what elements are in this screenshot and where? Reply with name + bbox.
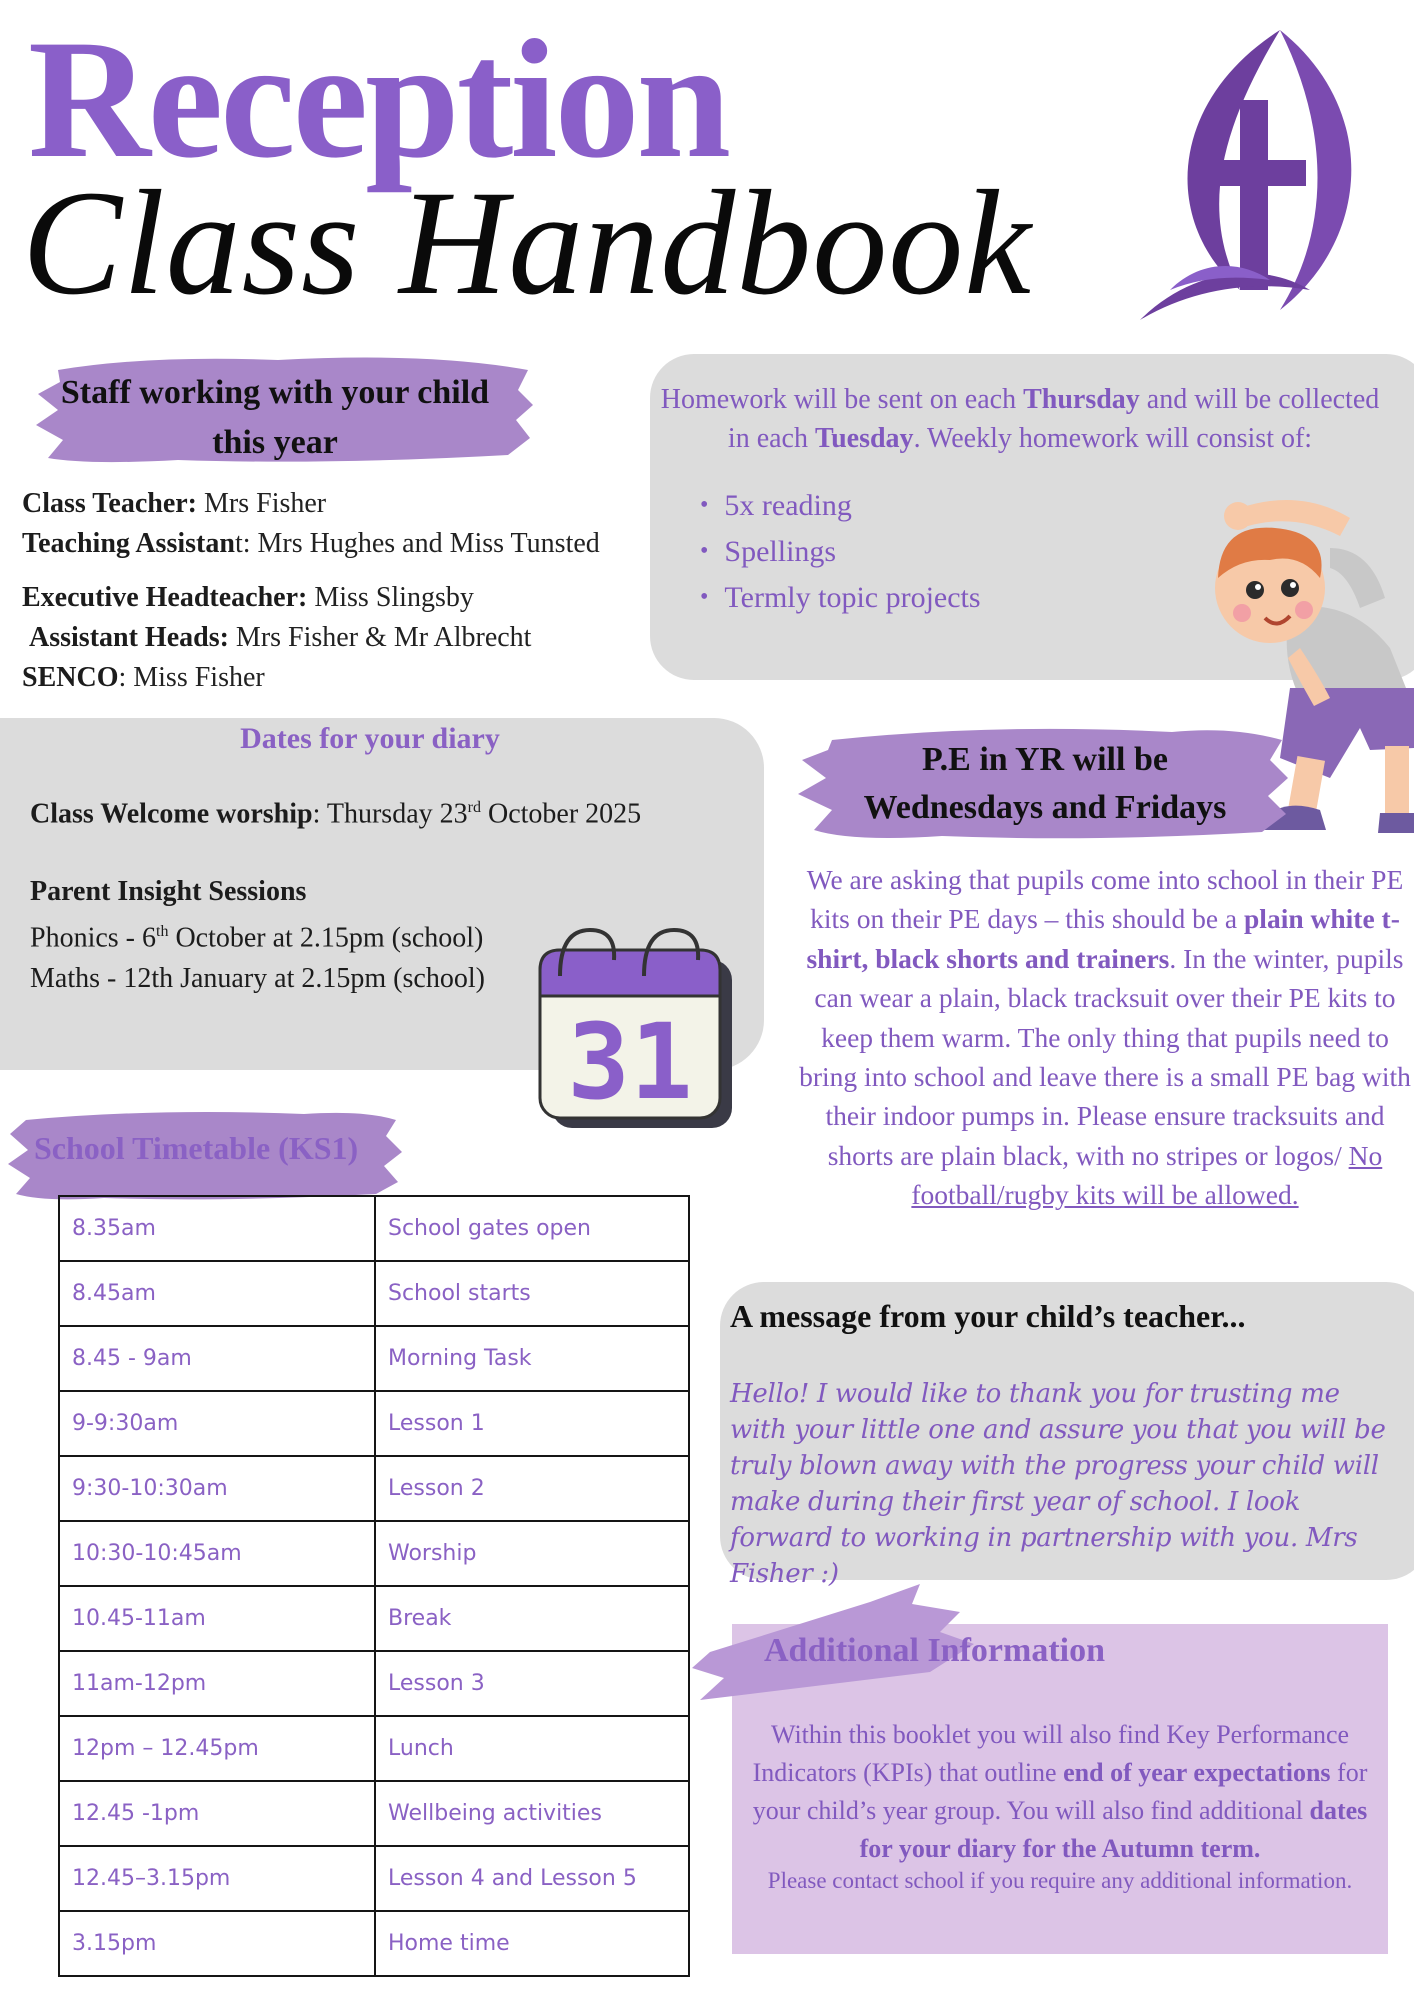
timetable-time-cell: 3.15pm (59, 1911, 375, 1976)
timetable-time-cell: 10.45-11am (59, 1586, 375, 1651)
homework-text: Homework will be sent on each Thursday and will be collected in each Tuesday. Weekly homework will consist of: (660, 384, 1380, 454)
staff-list (22, 484, 600, 698)
timetable-activity-cell: Lesson 3 (375, 1651, 689, 1716)
senco-row: SENCO: Miss Fisher (22, 662, 265, 693)
table-row (59, 1586, 689, 1651)
timetable-activity-cell: Lunch (375, 1716, 689, 1781)
timetable-time-cell: 12.45–3.15pm (59, 1846, 375, 1911)
table-row (59, 1456, 689, 1521)
timetable-activity-cell: Lesson 4 and Lesson 5 (375, 1846, 689, 1911)
teacher-message-heading: A message from your child’s teacher... (730, 1298, 1246, 1334)
phonics-row: Phonics - 6th October at 2.15pm (school) (30, 922, 484, 954)
timetable-activity-cell: Break (375, 1586, 689, 1651)
timetable-time-cell: 9-9:30am (59, 1391, 375, 1456)
homework-list (700, 484, 981, 622)
school-logo-cross-icon (1130, 20, 1370, 330)
staff-heading: Staff working with your child this year (60, 374, 490, 461)
welcome-worship-row: Class Welcome worship: Thursday 23rd October 2025 (30, 798, 642, 830)
timetable-time-cell: 12pm – 12.45pm (59, 1716, 375, 1781)
page-title-reception: Reception (28, 5, 729, 193)
list-item: • Spellings (700, 530, 981, 576)
timetable-time-cell: 10:30-10:45am (59, 1521, 375, 1586)
timetable-heading: School Timetable (KS1) (34, 1130, 359, 1166)
pe-heading: P.E in YR will be Wednesdays and Fridays (863, 741, 1227, 826)
timetable-time-cell: 12.45 -1pm (59, 1781, 375, 1846)
timetable-activity-cell: School starts (375, 1261, 689, 1326)
timetable-activity-cell: Lesson 1 (375, 1391, 689, 1456)
maths-row: Maths - 12th January at 2.15pm (school) (30, 962, 485, 994)
table-row (59, 1196, 689, 1261)
parent-insight-heading: Parent Insight Sessions (30, 876, 307, 908)
teaching-assistant-row: Teaching Assistant: Mrs Hughes and Miss Tunsted (22, 528, 600, 559)
table-row (59, 1651, 689, 1716)
timetable-activity-cell: Morning Task (375, 1326, 689, 1391)
timetable-time-cell: 9:30-10:30am (59, 1456, 375, 1521)
timetable-time-cell: 11am-12pm (59, 1651, 375, 1716)
table-row (59, 1261, 689, 1326)
calendar-number: 31 (567, 1001, 693, 1123)
executive-headteacher-row: Executive Headteacher: Miss Slingsby (22, 582, 474, 613)
timetable-activity-cell: School gates open (375, 1196, 689, 1261)
table-row (59, 1781, 689, 1846)
additional-info-heading: Additional Information (764, 1632, 1105, 1669)
timetable-time-cell: 8.45am (59, 1261, 375, 1326)
list-item: • Termly topic projects (700, 576, 981, 622)
calendar-icon (536, 920, 736, 1130)
table-row (59, 1911, 689, 1976)
timetable-activity-cell: Home time (375, 1911, 689, 1976)
additional-info-body: Within this booklet you will also find Key Performance Indicators (KPIs) that outline end of year expectations for your child’s year group. You will also find additional dates for your diary for the Autumn term. (752, 1720, 1368, 1863)
list-item: • 5x reading (700, 484, 981, 530)
table-row (59, 1326, 689, 1391)
class-teacher-row: Class Teacher: Mrs Fisher (22, 488, 327, 519)
additional-info-contact: Please contact school if you require any additional information. (767, 1868, 1353, 1893)
teacher-message-body: Hello! I would like to thank you for trusting me with your little one and assure you that you will be truly blown away with the progress your child will make during their first year of school. I look forward to working in partnership with you. Mrs Fisher :) (730, 1379, 1386, 1589)
timetable (58, 1195, 690, 1977)
table-row (59, 1716, 689, 1781)
dates-heading: Dates for your diary (240, 722, 500, 755)
timetable-activity-cell: Lesson 2 (375, 1456, 689, 1521)
assistant-heads-row: Assistant Heads: Mrs Fisher & Mr Albrecht (29, 622, 532, 653)
table-row (59, 1521, 689, 1586)
page-title-class-handbook: Class Handbook (22, 160, 1032, 326)
table-row (59, 1846, 689, 1911)
timetable-time-cell: 8.35am (59, 1196, 375, 1261)
timetable-activity-cell: Worship (375, 1521, 689, 1586)
timetable-activity-cell: Wellbeing activities (375, 1781, 689, 1846)
pe-body: We are asking that pupils come into school in their PE kits on their PE days – this should be a plain white t-shirt, black shorts and trainers. In the winter, pupils can wear a plain, black tracksuit over their PE kits to keep them warm. The only thing that pupils need to bring into school and leave there is a small PE bag with their indoor pumps in. Please ensure tracksuits and shorts are plain black, with no stripes or logos/ No football/rugby kits will be allowed. (799, 864, 1411, 1211)
timetable-time-cell: 8.45 - 9am (59, 1326, 375, 1391)
table-row (59, 1391, 689, 1456)
